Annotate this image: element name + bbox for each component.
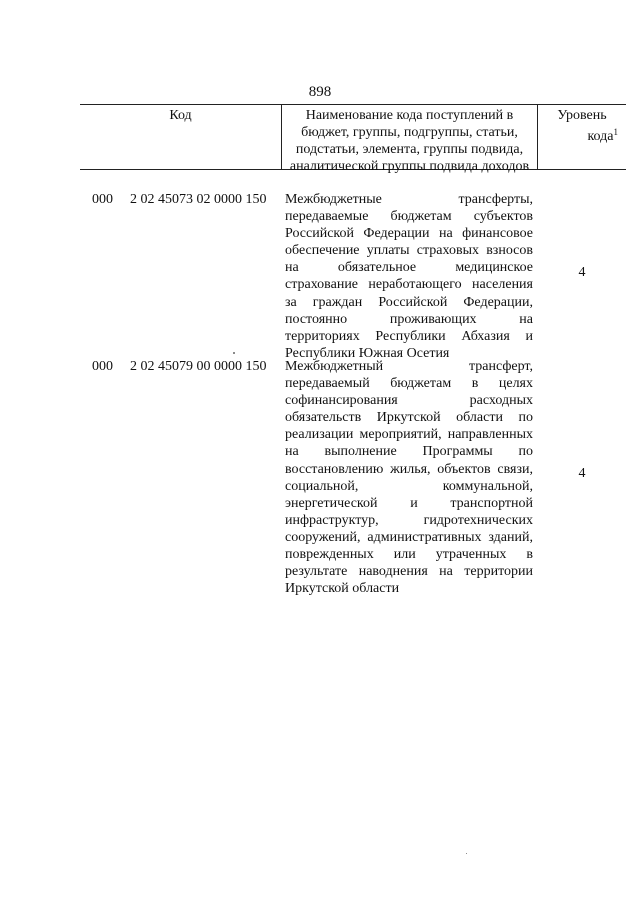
table-header [80,104,626,174]
income-name-line: на обязательное медицинское [285,260,533,276]
income-name-line: Иркутской области [285,581,400,597]
income-name-line: обеспечение уплаты страховых взносов [285,243,533,259]
level-code: 4 [578,466,586,481]
header-code-cell [80,105,282,169]
income-name-line: инфраструктур, гидротехнических [285,512,533,528]
header-name-line: бюджет, группы, подгруппы, статьи, [301,125,518,140]
header-name-line: аналитической группы подвида доходов [289,159,530,174]
income-name-line: Российской Федерации на финансовое [285,226,533,242]
header-level-label: Уровень [557,108,607,123]
header-code-label: Код [169,108,192,123]
income-name-line: восстановлению жилья, объектов связи, [285,461,533,477]
income-name-line: Межбюджетные трансферты, [285,192,533,207]
income-code: 2 02 45079 00 0000 150 [130,359,267,374]
income-name-line: энергетической и транспортной [285,495,533,511]
header-level-label-2 [538,124,626,145]
income-name-line: на выполнение Программы по [285,444,533,460]
header-name-line: подстатьи, элемента, группы подвида, [295,142,524,157]
income-name-line: результате наводнения на территории [285,564,533,580]
header-name-cell [282,105,538,174]
income-name-line: сооружений, административных зданий, [285,529,533,545]
income-name-line: Межбюджетный трансферт, [285,359,533,374]
income-name-line: обязательств Иркутской области по [285,410,533,426]
header-level-code-word: кода [587,129,614,144]
income-name-line: территориях Республики Абхазия и [285,328,533,344]
scan-speck [466,853,467,854]
income-name-line: передаваемый бюджетам в целях [285,376,533,392]
page-number: 898 [308,84,332,100]
admin-code: 000 [92,192,113,207]
income-name-line: Республики Южная Осетия [285,345,450,361]
income-name-line: социальной, коммунальной, [285,478,533,494]
income-name-line: страхование неработающего населения [285,277,533,293]
income-name [285,358,533,597]
income-name-line: поврежденных или утраченных в [285,547,533,563]
level-code: 4 [578,265,586,280]
admin-code: 000 [92,359,113,374]
income-name [285,191,533,362]
income-name-line: передаваемые бюджетам субъектов [285,209,533,225]
footnote-marker: 1 [613,127,618,137]
income-name-line: реализации мероприятий, направленных [285,427,533,443]
header-level-cell [538,105,626,169]
income-code: 2 02 45073 02 0000 150 [130,192,267,207]
scan-speck [233,352,235,354]
income-name-line: софинансирования расходных [285,393,533,409]
income-name-line: за граждан Российской Федерации, [285,294,533,310]
header-name-line: Наименование кода поступлений в [305,108,514,123]
income-name-line: постоянно проживающих на [285,311,533,327]
